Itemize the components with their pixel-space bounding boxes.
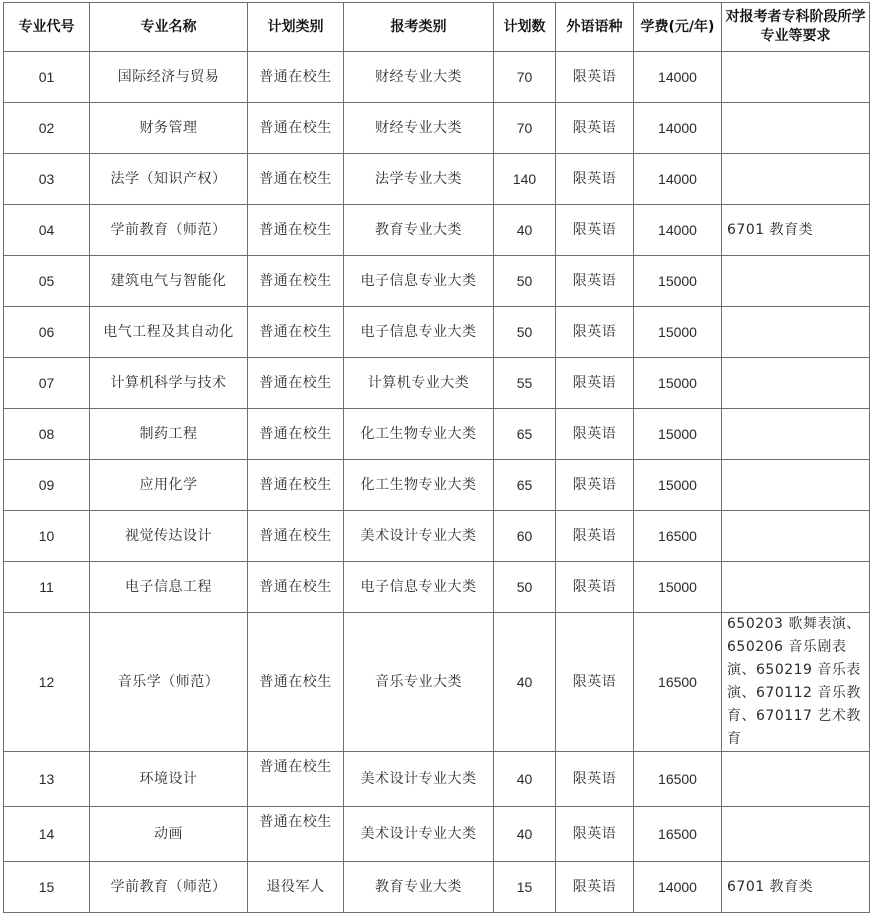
cell-name: 制药工程 [90,409,248,460]
table-row [4,256,870,307]
cell-code: 01 [4,52,90,103]
cell-fee: 15000 [634,307,722,358]
cell-code: 12 [4,613,90,752]
table-row [4,358,870,409]
table-row [4,103,870,154]
table-row [4,409,870,460]
table-row [4,52,870,103]
cell-exam-category: 电子信息专业大类 [344,307,494,358]
admission-plan-table [3,2,870,913]
header-fee: 学费(元/年) [634,3,722,52]
table-row [4,562,870,613]
cell-name: 学前教育（师范） [90,862,248,913]
cell-quota: 140 [494,154,556,205]
cell-exam-category: 财经专业大类 [344,52,494,103]
cell-code: 13 [4,752,90,807]
cell-quota: 50 [494,256,556,307]
cell-requirement: 6701 教育类 [722,862,870,913]
cell-requirement [722,307,870,358]
cell-language: 限英语 [556,154,634,205]
cell-quota: 15 [494,862,556,913]
cell-code: 07 [4,358,90,409]
cell-language: 限英语 [556,562,634,613]
cell-quota: 40 [494,752,556,807]
cell-name: 计算机科学与技术 [90,358,248,409]
table-row [4,511,870,562]
cell-requirement [722,154,870,205]
cell-name: 音乐学（师范） [90,613,248,752]
cell-fee: 15000 [634,460,722,511]
table-row [4,154,870,205]
table-row [4,613,870,752]
header-plan-type: 计划类别 [248,3,344,52]
cell-requirement: 650203 歌舞表演、650206 音乐剧表演、650219 音乐表演、670112 音乐教育、670117 艺术教育 [722,613,870,752]
cell-quota: 40 [494,205,556,256]
cell-fee: 16500 [634,807,722,862]
cell-language: 限英语 [556,460,634,511]
header-row [4,3,870,52]
cell-language: 限英语 [556,52,634,103]
cell-requirement [722,52,870,103]
cell-requirement [722,807,870,862]
cell-requirement: 6701 教育类 [722,205,870,256]
cell-exam-category: 美术设计专业大类 [344,807,494,862]
cell-plan-type: 普通在校生 [248,511,344,562]
header-exam-category: 报考类别 [344,3,494,52]
cell-plan-type: 普通在校生 [248,562,344,613]
table-row [4,307,870,358]
cell-name: 动画 [90,807,248,862]
header-requirement: 对报考者专科阶段所学专业等要求 [722,3,870,52]
cell-plan-type: 普通在校生 [248,460,344,511]
cell-requirement [722,562,870,613]
cell-plan-type: 普通在校生 [248,52,344,103]
cell-code: 15 [4,862,90,913]
cell-exam-category: 教育专业大类 [344,205,494,256]
cell-plan-type: 普通在校生 [248,205,344,256]
cell-code: 03 [4,154,90,205]
cell-name: 建筑电气与智能化 [90,256,248,307]
cell-plan-type: 退役军人 [248,862,344,913]
table-header [4,3,870,52]
cell-language: 限英语 [556,511,634,562]
table-row [4,862,870,913]
cell-exam-category: 化工生物专业大类 [344,409,494,460]
cell-language: 限英语 [556,103,634,154]
cell-exam-category: 化工生物专业大类 [344,460,494,511]
table-row [4,205,870,256]
cell-name: 视觉传达设计 [90,511,248,562]
cell-plan-type: 普通在校生 [248,613,344,752]
cell-fee: 15000 [634,562,722,613]
cell-quota: 55 [494,358,556,409]
cell-quota: 50 [494,562,556,613]
cell-plan-type: 普通在校生 [248,103,344,154]
cell-language: 限英语 [556,409,634,460]
cell-language: 限英语 [556,358,634,409]
cell-language: 限英语 [556,307,634,358]
cell-name: 环境设计 [90,752,248,807]
cell-name: 电子信息工程 [90,562,248,613]
cell-fee: 15000 [634,256,722,307]
cell-fee: 16500 [634,752,722,807]
cell-quota: 60 [494,511,556,562]
cell-fee: 14000 [634,862,722,913]
cell-quota: 70 [494,103,556,154]
cell-fee: 15000 [634,409,722,460]
cell-code: 02 [4,103,90,154]
cell-requirement [722,256,870,307]
table-row [4,752,870,807]
header-language: 外语语种 [556,3,634,52]
cell-quota: 65 [494,409,556,460]
cell-fee: 14000 [634,205,722,256]
table-row [4,807,870,862]
cell-fee: 16500 [634,613,722,752]
cell-requirement [722,358,870,409]
cell-code: 08 [4,409,90,460]
cell-quota: 65 [494,460,556,511]
header-name: 专业名称 [90,3,248,52]
cell-requirement [722,511,870,562]
cell-code: 05 [4,256,90,307]
cell-code: 11 [4,562,90,613]
cell-language: 限英语 [556,205,634,256]
cell-exam-category: 音乐专业大类 [344,613,494,752]
cell-name: 财务管理 [90,103,248,154]
cell-plan-type: 普通在校生 [248,256,344,307]
cell-exam-category: 计算机专业大类 [344,358,494,409]
cell-plan-type: 普通在校生 [248,358,344,409]
cell-plan-type: 普通在校生 [248,807,344,862]
cell-language: 限英语 [556,613,634,752]
cell-language: 限英语 [556,807,634,862]
cell-name: 电气工程及其自动化 [90,307,248,358]
cell-fee: 14000 [634,52,722,103]
cell-fee: 15000 [634,358,722,409]
cell-name: 应用化学 [90,460,248,511]
cell-requirement [722,409,870,460]
cell-quota: 50 [494,307,556,358]
cell-language: 限英语 [556,256,634,307]
header-quota: 计划数 [494,3,556,52]
table-body [4,52,870,913]
table-row [4,460,870,511]
cell-requirement [722,460,870,511]
cell-name: 学前教育（师范） [90,205,248,256]
cell-plan-type: 普通在校生 [248,409,344,460]
cell-name: 法学（知识产权） [90,154,248,205]
cell-exam-category: 电子信息专业大类 [344,562,494,613]
cell-code: 10 [4,511,90,562]
cell-exam-category: 电子信息专业大类 [344,256,494,307]
cell-code: 04 [4,205,90,256]
cell-plan-type: 普通在校生 [248,752,344,807]
cell-plan-type: 普通在校生 [248,307,344,358]
header-code: 专业代号 [4,3,90,52]
cell-quota: 70 [494,52,556,103]
cell-fee: 14000 [634,103,722,154]
cell-exam-category: 美术设计专业大类 [344,511,494,562]
cell-name: 国际经济与贸易 [90,52,248,103]
cell-exam-category: 财经专业大类 [344,103,494,154]
cell-exam-category: 法学专业大类 [344,154,494,205]
cell-language: 限英语 [556,862,634,913]
cell-fee: 16500 [634,511,722,562]
cell-exam-category: 美术设计专业大类 [344,752,494,807]
cell-quota: 40 [494,807,556,862]
cell-code: 09 [4,460,90,511]
cell-code: 14 [4,807,90,862]
cell-requirement [722,752,870,807]
cell-requirement [722,103,870,154]
cell-quota: 40 [494,613,556,752]
cell-language: 限英语 [556,752,634,807]
cell-exam-category: 教育专业大类 [344,862,494,913]
cell-fee: 14000 [634,154,722,205]
cell-plan-type: 普通在校生 [248,154,344,205]
cell-code: 06 [4,307,90,358]
